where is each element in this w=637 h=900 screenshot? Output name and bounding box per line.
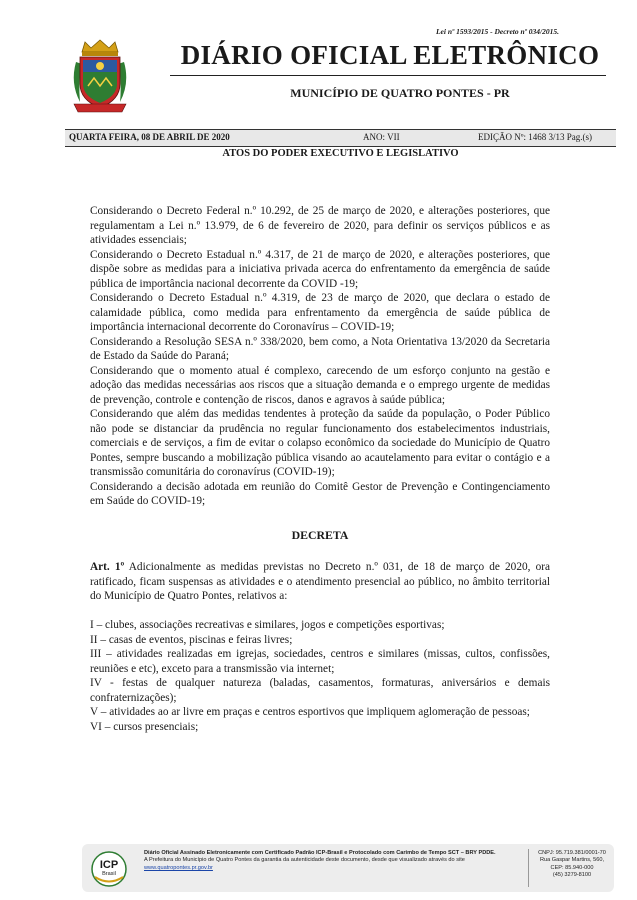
spacer [90, 604, 550, 619]
icp-logo-text: ICP [99, 859, 119, 871]
article-text: Adicionalmente as medidas previstas no Decreto n.º 031, de 18 de março de 2020, ora ratificado, ficam suspensas as atividades e o atendimento presencial ao público, no âmbito territorial do Município de Quatro Pontes, relativos a: [90, 561, 550, 602]
article-item: IV - festas de qualquer natureza (baladas, casamentos, formaturas, aniversários e demais confraternizações); [90, 677, 550, 704]
considerando-paragraph: Considerando que além das medidas tendentes à proteção da saúde da população, o Poder Público não pode se distanciar da prudência no regular funcionamento dos estabelecimentos industriais, comerciais e de serviços, a fim de evitar o colapso econômico da sociedade do Município de Quatro Pontes, sempre buscando a mobilização pública visando ao acautelamento para evitar o contágio e a transmissão comunitária do coronavírus (COVID-19); [90, 408, 550, 478]
cnpj: CNPJ: 95.719.381/0001-70 [538, 850, 606, 856]
postal-code: CEP: 85.940-000 [550, 864, 594, 871]
considerando-paragraph: Considerando o Decreto Federal n.º 10.292, de 25 de março de 2020, e alterações posteriores, que regulamentam a Lei n.º 13.979, de 6 de fevereiro de 2020, para definir os serviços públicos e as atividades essenciais; [90, 205, 550, 246]
article-item: III – atividades realizadas em igrejas, sociedades, centros e similares (missas, cultos, confissões, reuniões e etc), exceto para a transmissão via internet; [90, 648, 550, 675]
considerando-paragraph: Considerando a decisão adotada em reunião do Comitê Gestor de Prevenção e Contingenciamento em Saúde do COVID-19; [90, 480, 550, 507]
footer-divider [528, 849, 529, 887]
considerando-paragraph: Considerando o Decreto Estadual n.º 4.317, de 21 de março de 2020, e alterações posteriores, que dispõe sobre as medidas para a iniciativa privada acerca do enfrentamento da emergência de saúde pública de importância nacional decorrente da COVID -19; [90, 248, 550, 290]
certification-text [144, 850, 524, 872]
icp-logo-subtext: Brasil [102, 871, 116, 877]
decree-body [90, 204, 550, 734]
authenticity-note [144, 857, 524, 872]
article-item: V – atividades ao ar livre em praças e centros esportivos que impliquem aglomeração de pessoas; [90, 706, 530, 718]
section-title: ATOS DO PODER EXECUTIVO E LEGISLATIVO [222, 148, 459, 159]
considerando-paragraph: Considerando a Resolução SESA n.º 338/2020, bem como, a Nota Orientativa 13/2020 da Secretaria de Estado da Saúde do Paraná; [90, 335, 550, 362]
page-title: DIÁRIO OFICIAL ELETRÔNICO [180, 40, 600, 70]
considerando-paragraph: Considerando o Decreto Estadual n.º 4.319, de 23 de março de 2020, que declara o estado de calamidade pública, como medida para enfrentamento da emergência de saúde pública de importância internacional decorrente do Coronavírus – COVID-19; [90, 292, 550, 333]
website-link[interactable]: www.quatropontes.pr.gov.br [144, 864, 213, 871]
article-item: II – casas de eventos, piscinas e feiras livres; [90, 633, 293, 646]
municipal-coat-of-arms-icon [70, 38, 130, 116]
footer-certification-box [82, 844, 614, 892]
edition-info-bar [65, 129, 616, 147]
article-1 [90, 560, 550, 604]
address: Rua Gaspar Martins, 560, [539, 857, 605, 864]
title-divider [170, 75, 606, 76]
legal-reference: Lei nº 1593/2015 - Decreto nº 034/2015. [435, 27, 559, 36]
publication-year: ANO: VII [363, 132, 400, 142]
authenticity-text: A Prefeitura do Município de Quatro Pontes da garantia da autenticidade deste documento, desde que visualizado através do site [144, 857, 465, 864]
contact-info [534, 850, 610, 880]
article-label: Art. 1º [90, 561, 125, 573]
decreta-heading: DECRETA [291, 527, 349, 542]
phone-number: (45) 3279-8100 [552, 872, 592, 879]
certification-line: Diário Oficial Assinado Eletronicamente com Certificado Padrão ICP-Brasil e Protocolado com Carimbo de Tempo SCT – BRY PDDE. [144, 850, 496, 856]
icp-brasil-logo-icon [90, 850, 128, 888]
article-item: VI – cursos presenciais; [90, 720, 199, 733]
publication-date: QUARTA FEIRA, 08 DE ABRIL DE 2020 [69, 132, 230, 142]
municipality-name: MUNICÍPIO DE QUATRO PONTES - PR [290, 86, 510, 100]
article-item: I – clubes, associações recreativas e similares, jogos e competições esportivas; [90, 619, 445, 631]
edition-number: EDIÇÃO Nº: 1468 3/13 Pag.(s) [478, 132, 593, 142]
considerando-paragraph: Considerando que o momento atual é complexo, carecendo de um esforço conjunto na gestão e adoção das medidas necessárias aos riscos que a situação demanda e o emprego urgente de medidas de prevenção, controle e contenção de riscos, danos e agravos à saúde pública; [90, 364, 550, 406]
